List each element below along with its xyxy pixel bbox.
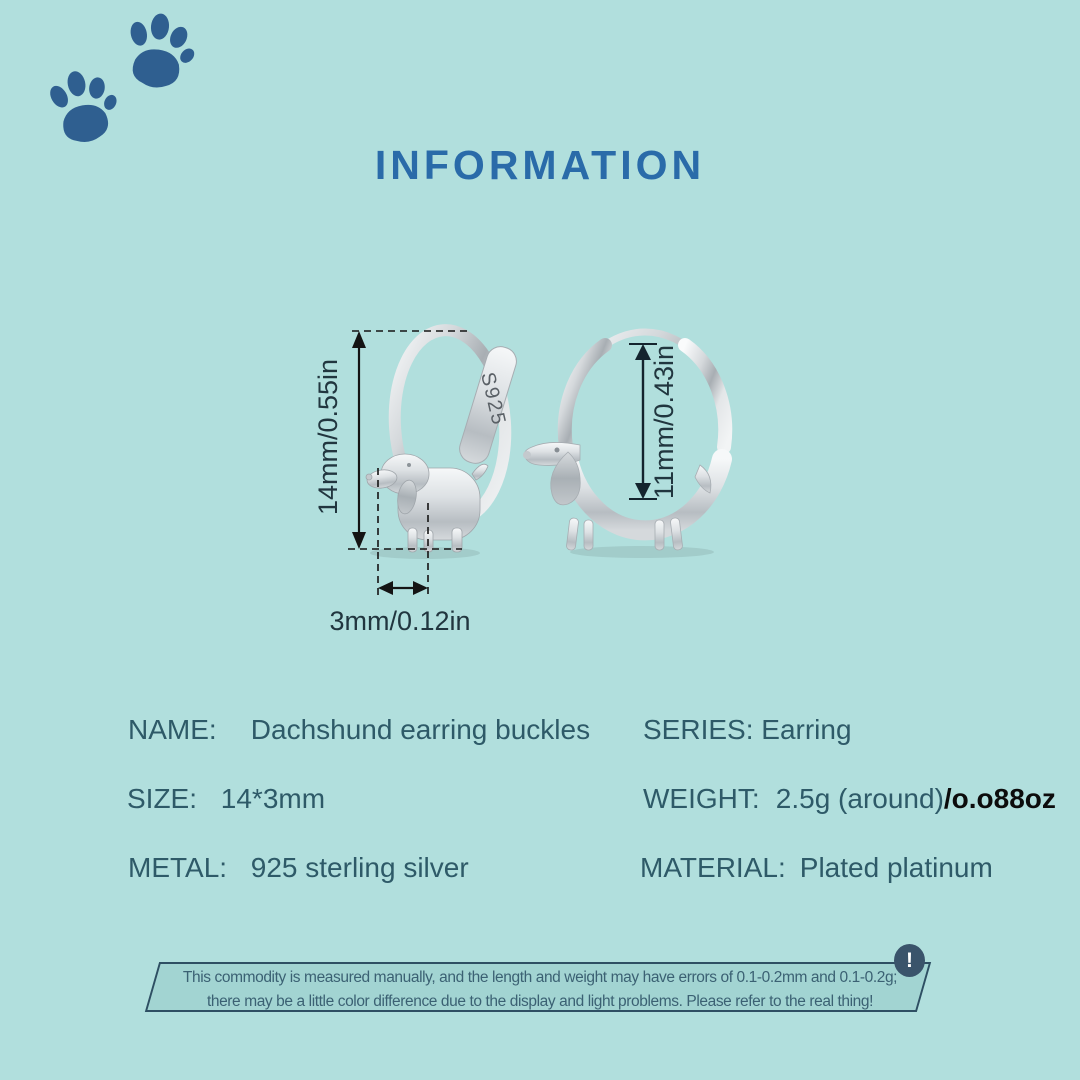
spec-row-material xyxy=(640,852,993,884)
inner-diameter-label: 11mm/0.43in xyxy=(649,344,679,500)
spec-label-name: NAME: xyxy=(128,714,217,745)
spec-value-material: Plated platinum xyxy=(799,852,993,883)
exclamation-icon: ! xyxy=(894,944,925,977)
spec-label-metal: METAL: xyxy=(128,852,228,883)
spec-value-weight-oz: /o.o88oz xyxy=(943,783,1056,814)
spec-label-series: SERIES: xyxy=(643,714,754,745)
disclaimer-line-1: This commodity is measured manually, and the length and weight may have errors of 0.1-0.2mm and 0.1-0.2g; xyxy=(182,969,898,986)
spec-label-material: MATERIAL: xyxy=(640,852,786,883)
disclaimer-line-2: there may be a little color difference due to the display and light problems. Please refer to the real thing! xyxy=(206,993,874,1011)
spec-value-size: 14*3mm xyxy=(220,783,326,814)
spec-row-size xyxy=(127,783,325,815)
engraving-text: S925 xyxy=(476,370,510,429)
width-dimension-label: 3mm/0.12in xyxy=(329,606,471,636)
spec-label-size: SIZE: xyxy=(127,783,198,814)
disclaimer-text xyxy=(160,966,920,1014)
spec-label-weight: WEIGHT: xyxy=(643,783,760,814)
spec-row-weight xyxy=(643,783,1056,815)
spec-row-metal xyxy=(128,852,469,884)
spec-row-series xyxy=(643,714,852,746)
spec-value-metal: 925 sterling silver xyxy=(250,852,469,883)
spec-row-name xyxy=(128,714,590,746)
page-title: INFORMATION xyxy=(374,142,706,188)
height-dimension-label: 14mm/0.55in xyxy=(313,358,343,516)
spec-value-weight: 2.5g (around) xyxy=(775,783,944,814)
spec-value-name: Dachshund earring buckles xyxy=(250,714,591,745)
spec-value-series: Earring xyxy=(761,714,852,745)
